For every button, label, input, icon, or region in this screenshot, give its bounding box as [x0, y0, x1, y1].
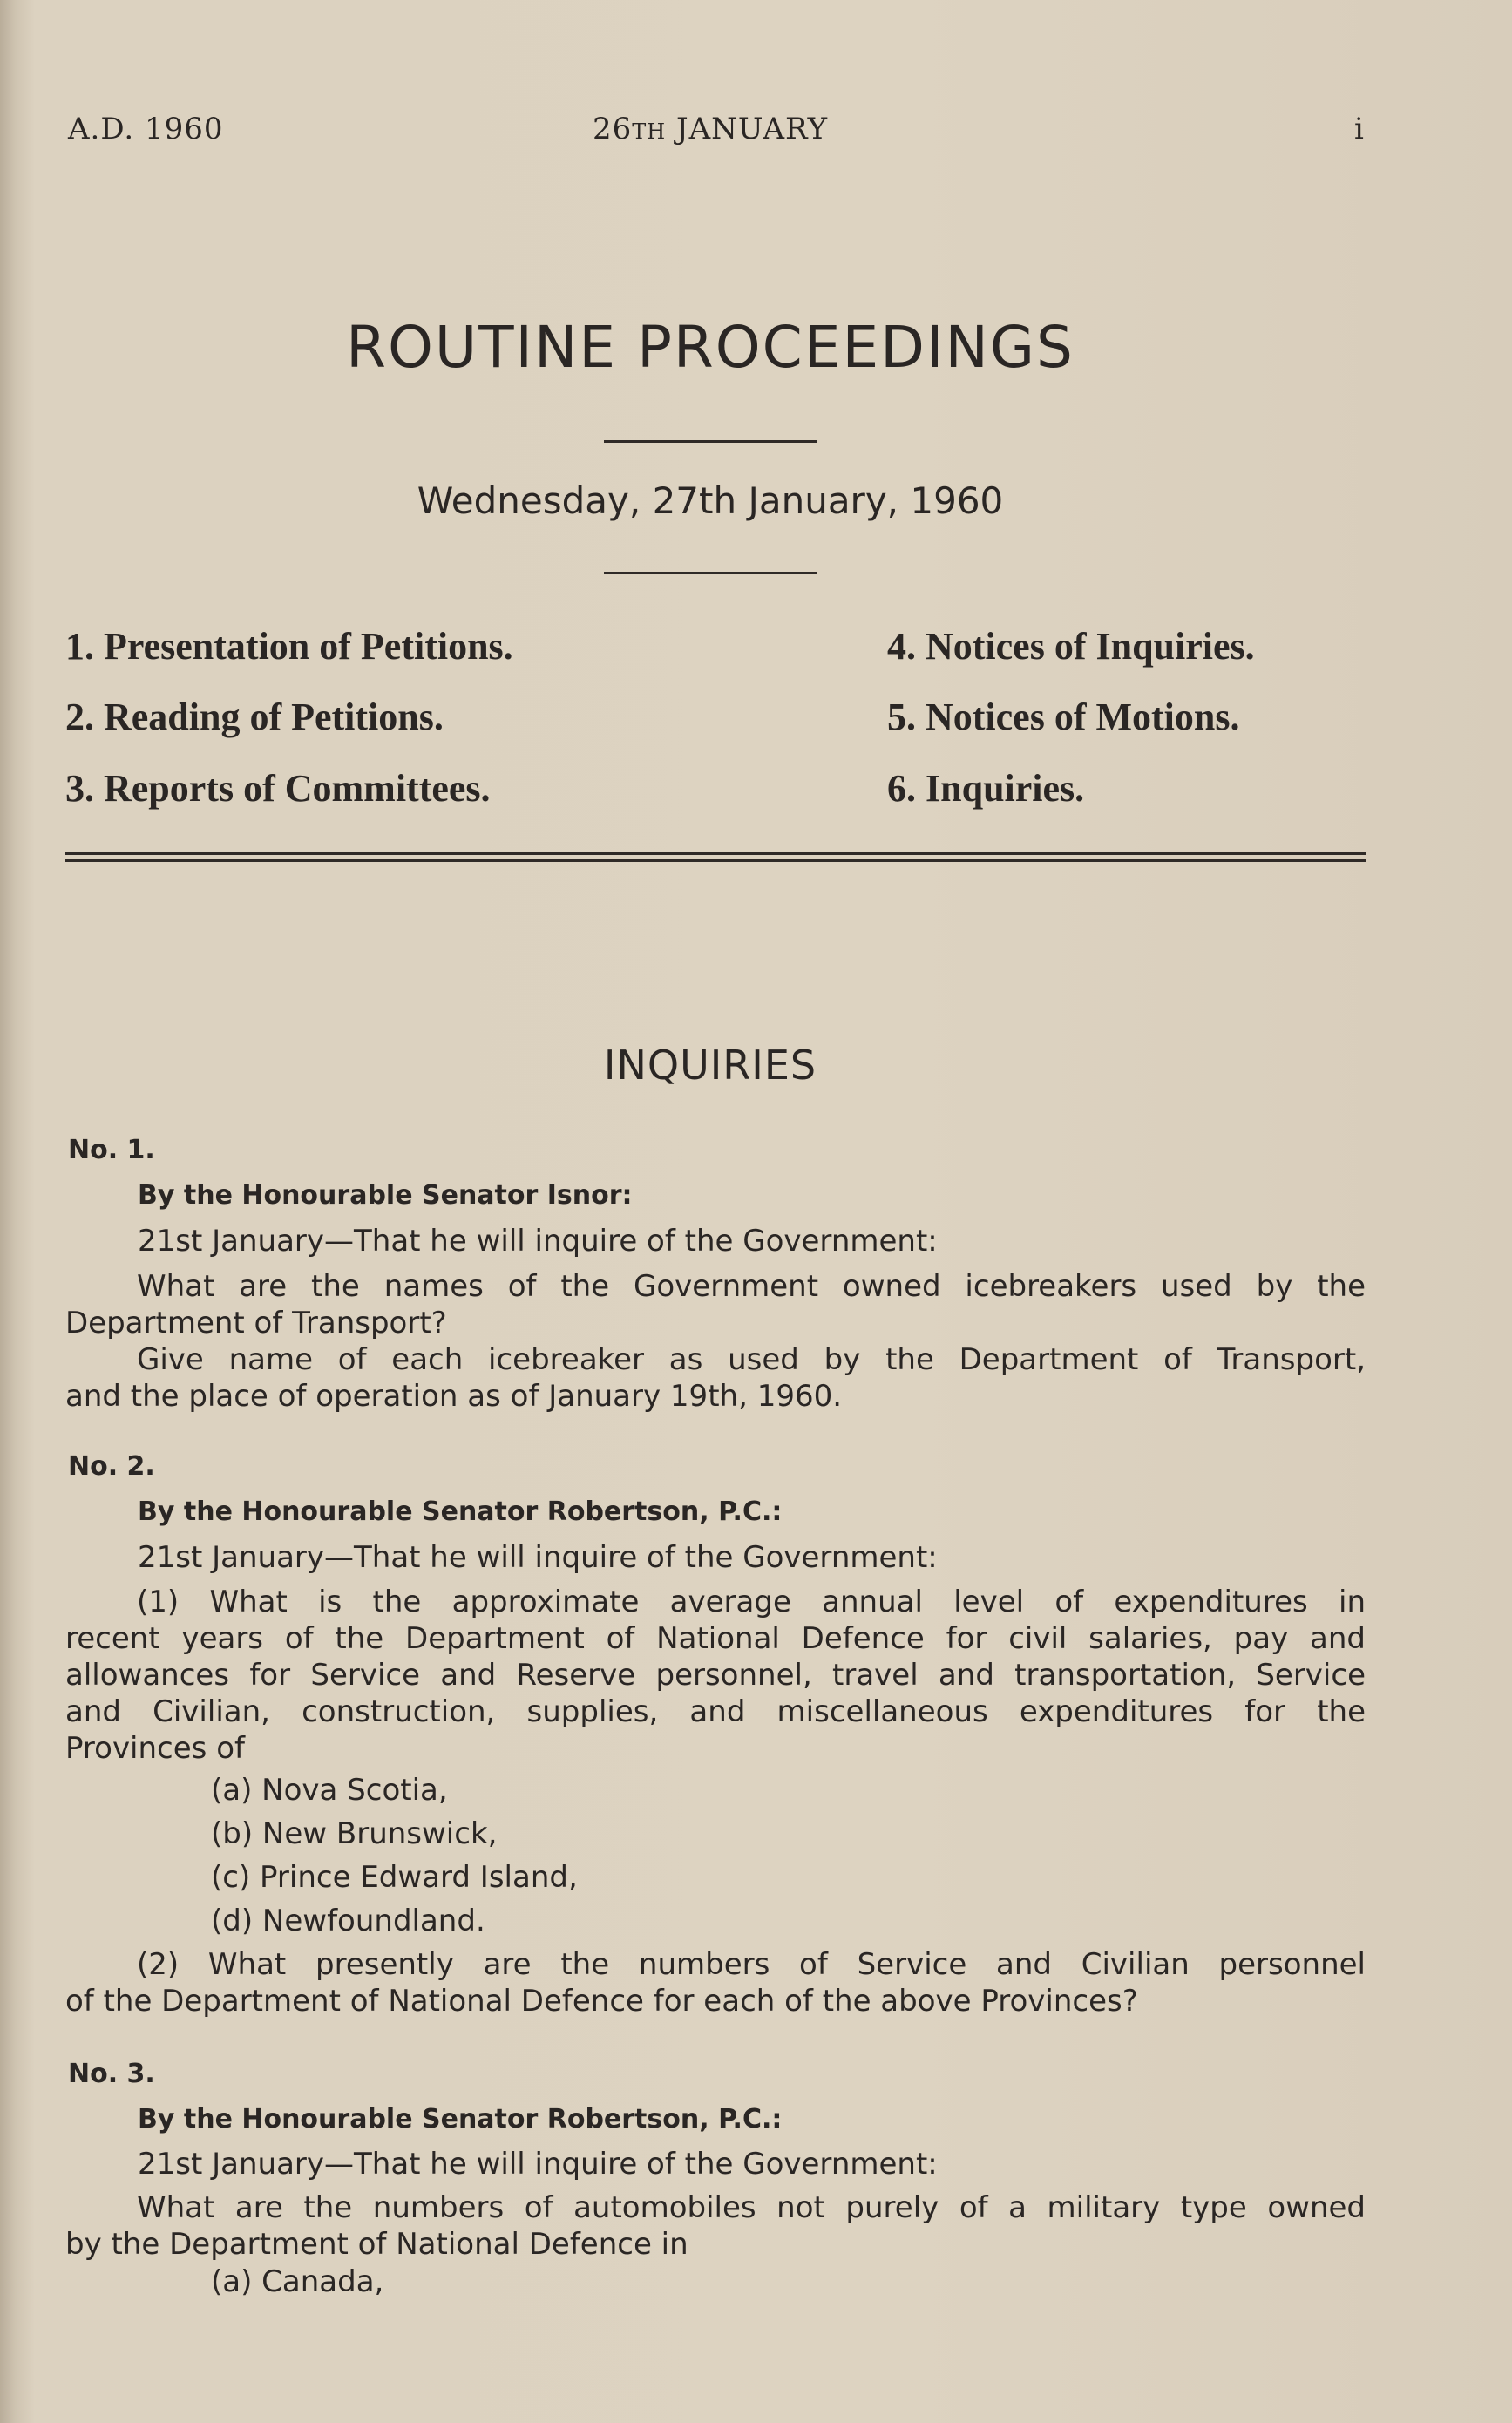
location-item: (a) Canada,	[211, 2264, 384, 2299]
inquiry-number: No. 1.	[68, 1135, 155, 1165]
text-line: Provinces of	[65, 1731, 245, 1766]
inquiry-sponsor: By the Honourable Senator Robertson, P.C.:	[138, 1497, 783, 1527]
agenda-item	[887, 695, 1240, 739]
agenda-item	[887, 766, 1084, 811]
inquiry-paragraph	[65, 1946, 1366, 2019]
text-line: (2) What presently are the numbers of Service and Civilian personnel	[137, 1947, 1366, 1982]
agenda-number: 4.	[887, 625, 916, 668]
text-line: by the Department of National Defence in	[65, 2227, 688, 2262]
inquiry-sponsor: By the Honourable Senator Robertson, P.C.:	[138, 2104, 783, 2135]
text-line: What are the names of the Government owned icebreakers used by the	[137, 1269, 1366, 1304]
header-year: A.D. 1960	[68, 112, 224, 146]
sitting-date: Wednesday, 27th January, 1960	[417, 479, 1004, 522]
text-line: allowances for Service and Reserve personnel, travel and transportation, Service	[65, 1658, 1366, 1693]
page-number: i	[1354, 112, 1365, 146]
inquiry-intro: 21st January—That he will inquire of the Government:	[138, 1224, 938, 1259]
header-date	[0, 112, 1420, 146]
inquiry-intro: 21st January—That he will inquire of the Government:	[138, 1540, 938, 1575]
agenda-number: 3.	[65, 767, 94, 810]
text-line: of the Department of National Defence for each of the above Provinces?	[65, 1984, 1138, 2019]
inquiry-number: No. 3.	[68, 2059, 155, 2089]
section-heading: INQUIRIES	[603, 1042, 817, 1089]
agenda-label: Notices of Inquiries.	[926, 625, 1255, 668]
divider	[604, 572, 817, 574]
text-line: Department of Transport?	[65, 1306, 447, 1340]
agenda-item	[65, 766, 491, 811]
inquiry-paragraph	[65, 1584, 1366, 1767]
inquiry-sponsor: By the Honourable Senator Isnor:	[138, 1180, 633, 1211]
agenda-number: 2.	[65, 696, 94, 738]
divider	[604, 440, 817, 443]
agenda-item	[65, 624, 513, 669]
header-month: JANUARY	[675, 112, 829, 146]
inquiry-paragraph	[65, 1268, 1366, 1415]
agenda-label: Inquiries.	[926, 767, 1085, 810]
page-title: ROUTINE PROCEEDINGS	[346, 314, 1075, 381]
province-item: (a) Nova Scotia,	[211, 1773, 448, 1808]
double-divider	[65, 852, 1366, 862]
province-item: (b) New Brunswick,	[211, 1816, 498, 1851]
agenda-item	[887, 624, 1255, 669]
agenda-number: 1.	[65, 625, 94, 668]
agenda-number: 6.	[887, 767, 916, 810]
text-line: Give name of each icebreaker as used by the Department of Transport,	[137, 1342, 1366, 1377]
text-line: and the place of operation as of January 19th, 1960.	[65, 1379, 843, 1414]
agenda-label: Reports of Committees.	[104, 767, 491, 810]
text-line: and Civilian, construction, supplies, and miscellaneous expenditures for the	[65, 1694, 1366, 1729]
agenda-label: Presentation of Petitions.	[104, 625, 513, 668]
province-item: (d) Newfoundland.	[211, 1904, 485, 1938]
agenda-label: Notices of Motions.	[926, 696, 1240, 738]
header-day: 26	[592, 112, 633, 146]
agenda-item	[65, 695, 444, 739]
province-item: (c) Prince Edward Island,	[211, 1860, 578, 1895]
text-line: What are the numbers of automobiles not purely of a military type owned	[137, 2190, 1366, 2225]
inquiry-intro: 21st January—That he will inquire of the Government:	[138, 2147, 938, 2182]
agenda-number: 5.	[887, 696, 916, 738]
inquiry-paragraph	[65, 2189, 1366, 2263]
inquiry-number: No. 2.	[68, 1451, 155, 1482]
agenda-label: Reading of Petitions.	[104, 696, 444, 738]
text-line: recent years of the Department of National Defence for civil salaries, pay and	[65, 1621, 1366, 1656]
text-line: (1) What is the approximate average annual level of expenditures in	[137, 1585, 1366, 1619]
header-day-suffix: TH	[632, 119, 667, 144]
